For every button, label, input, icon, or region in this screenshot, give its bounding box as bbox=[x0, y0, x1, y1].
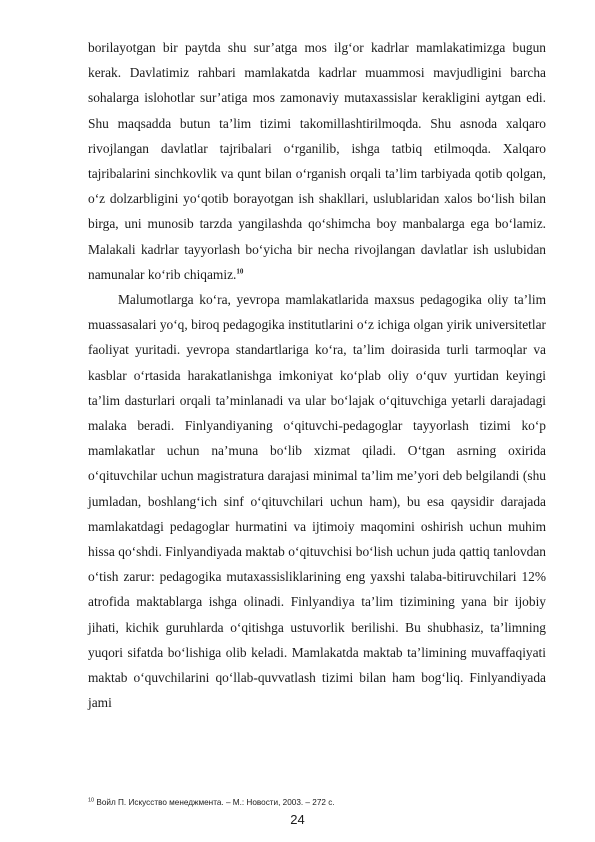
paragraph-1-text: borilayotgan bir paytda shu sur’atga mos ilg‘or kadrlar mamlakatimizga bugun kerak. Davlatimiz rahbari mamlakatda kadrlar muammosi mavjudligini barcha sohalarga islohotlar sur’atiga mos zamonaviy mutaxassislar kerakligini aytgan edi. Shu maqsadda butun ta’lim tizimi takomillashtirilmoqda. Shu asnoda xalqaro rivojlangan davlatlar tajribalari o‘rganilib, ishga tatbiq etilmoqda. Xalqaro tajribalarini sinchkovlik va qunt bilan o‘rganish orqali ta’lim tarbiyada qotib qolgan, o‘z dolzarbligini yo‘qotib borayotgan ish shakllari, uslublaridan xalos bo‘lish bilan birga, uni munosib tarzda yangilashda qo‘shimcha boy manbalarga ega bo‘lamiz. Malakali kadrlar tayyorlash bo‘yicha bir necha rivojlangan davlatlar ish uslubidan namunalar ko‘rib chiqamiz. bbox=[88, 40, 546, 282]
footnote-number: 10 bbox=[88, 797, 95, 804]
paragraph-1 bbox=[88, 35, 546, 287]
footnote-text: Войл П. Искусство менеджмента. – М.: Новости, 2003. – 272 с. bbox=[96, 798, 335, 807]
footnote-reference[interactable]: 10 bbox=[236, 267, 244, 276]
paragraph-2: Malumotlarga ko‘ra, yevropa mamlakatlarida maxsus pedagogika oliy ta’lim muassasalari yo‘q, biroq pedagogika institutlarini o‘z ichiga olgan yirik universitetlar faoliyat yuritadi. yevropa standartlariga ko‘ra, ta’lim doirasida turli tarmoqlar va kasblar o‘rtasida harakatlanishga imkoniyat ko‘plab oliy o‘quv yurtidan keyingi ta’lim dasturlari orqali ta’minlanadi va ular bo‘lajak o‘qituvchiga yetarli darajadagi malaka beradi. Finlyandiyaning o‘qituvchi-pedagoglar tayyorlash tizimi ko‘p mamlakatlar uchun na’muna bo‘lib xizmat qiladi. O‘tgan asrning oxirida o‘qituvchilar uchun magistratura darajasi minimal ta’lim me’yori deb belgilandi (shu jumladan, boshlang‘ich sinf o‘qituvchilari uchun ham), bu esa qaysidir darajada mamlakatdagi pedagoglar hurmatini va ijtimoiy maqomini oshirish uchun muhim hissa qo‘shdi. Finlyandiyada maktab o‘qituvchisi bo‘lish uchun juda qattiq tanlovdan o‘tish zarur: pedagogika mutaxassisliklarining eng yaxshi talaba-bitiruvchilari 12% atrofida maktablarga ishga olinadi. Finlyandiya ta’lim tizimining yana bir ijobiy jihati, kichik guruhlarda o‘qitishga ustuvorlik berilishi. Bu shubhasiz, ta’limning yuqori sifatda bo‘lishiga olib keladi. Mamlakatda maktab ta’limining muvaffaqiyati maktab o‘quvchilarini qo‘llab-quvvatlash tizimi bilan ham bog‘liq. Finlyandiyada jami bbox=[88, 292, 546, 711]
body-text bbox=[88, 35, 546, 715]
footnote bbox=[88, 797, 548, 808]
page-number: 24 bbox=[290, 812, 305, 827]
